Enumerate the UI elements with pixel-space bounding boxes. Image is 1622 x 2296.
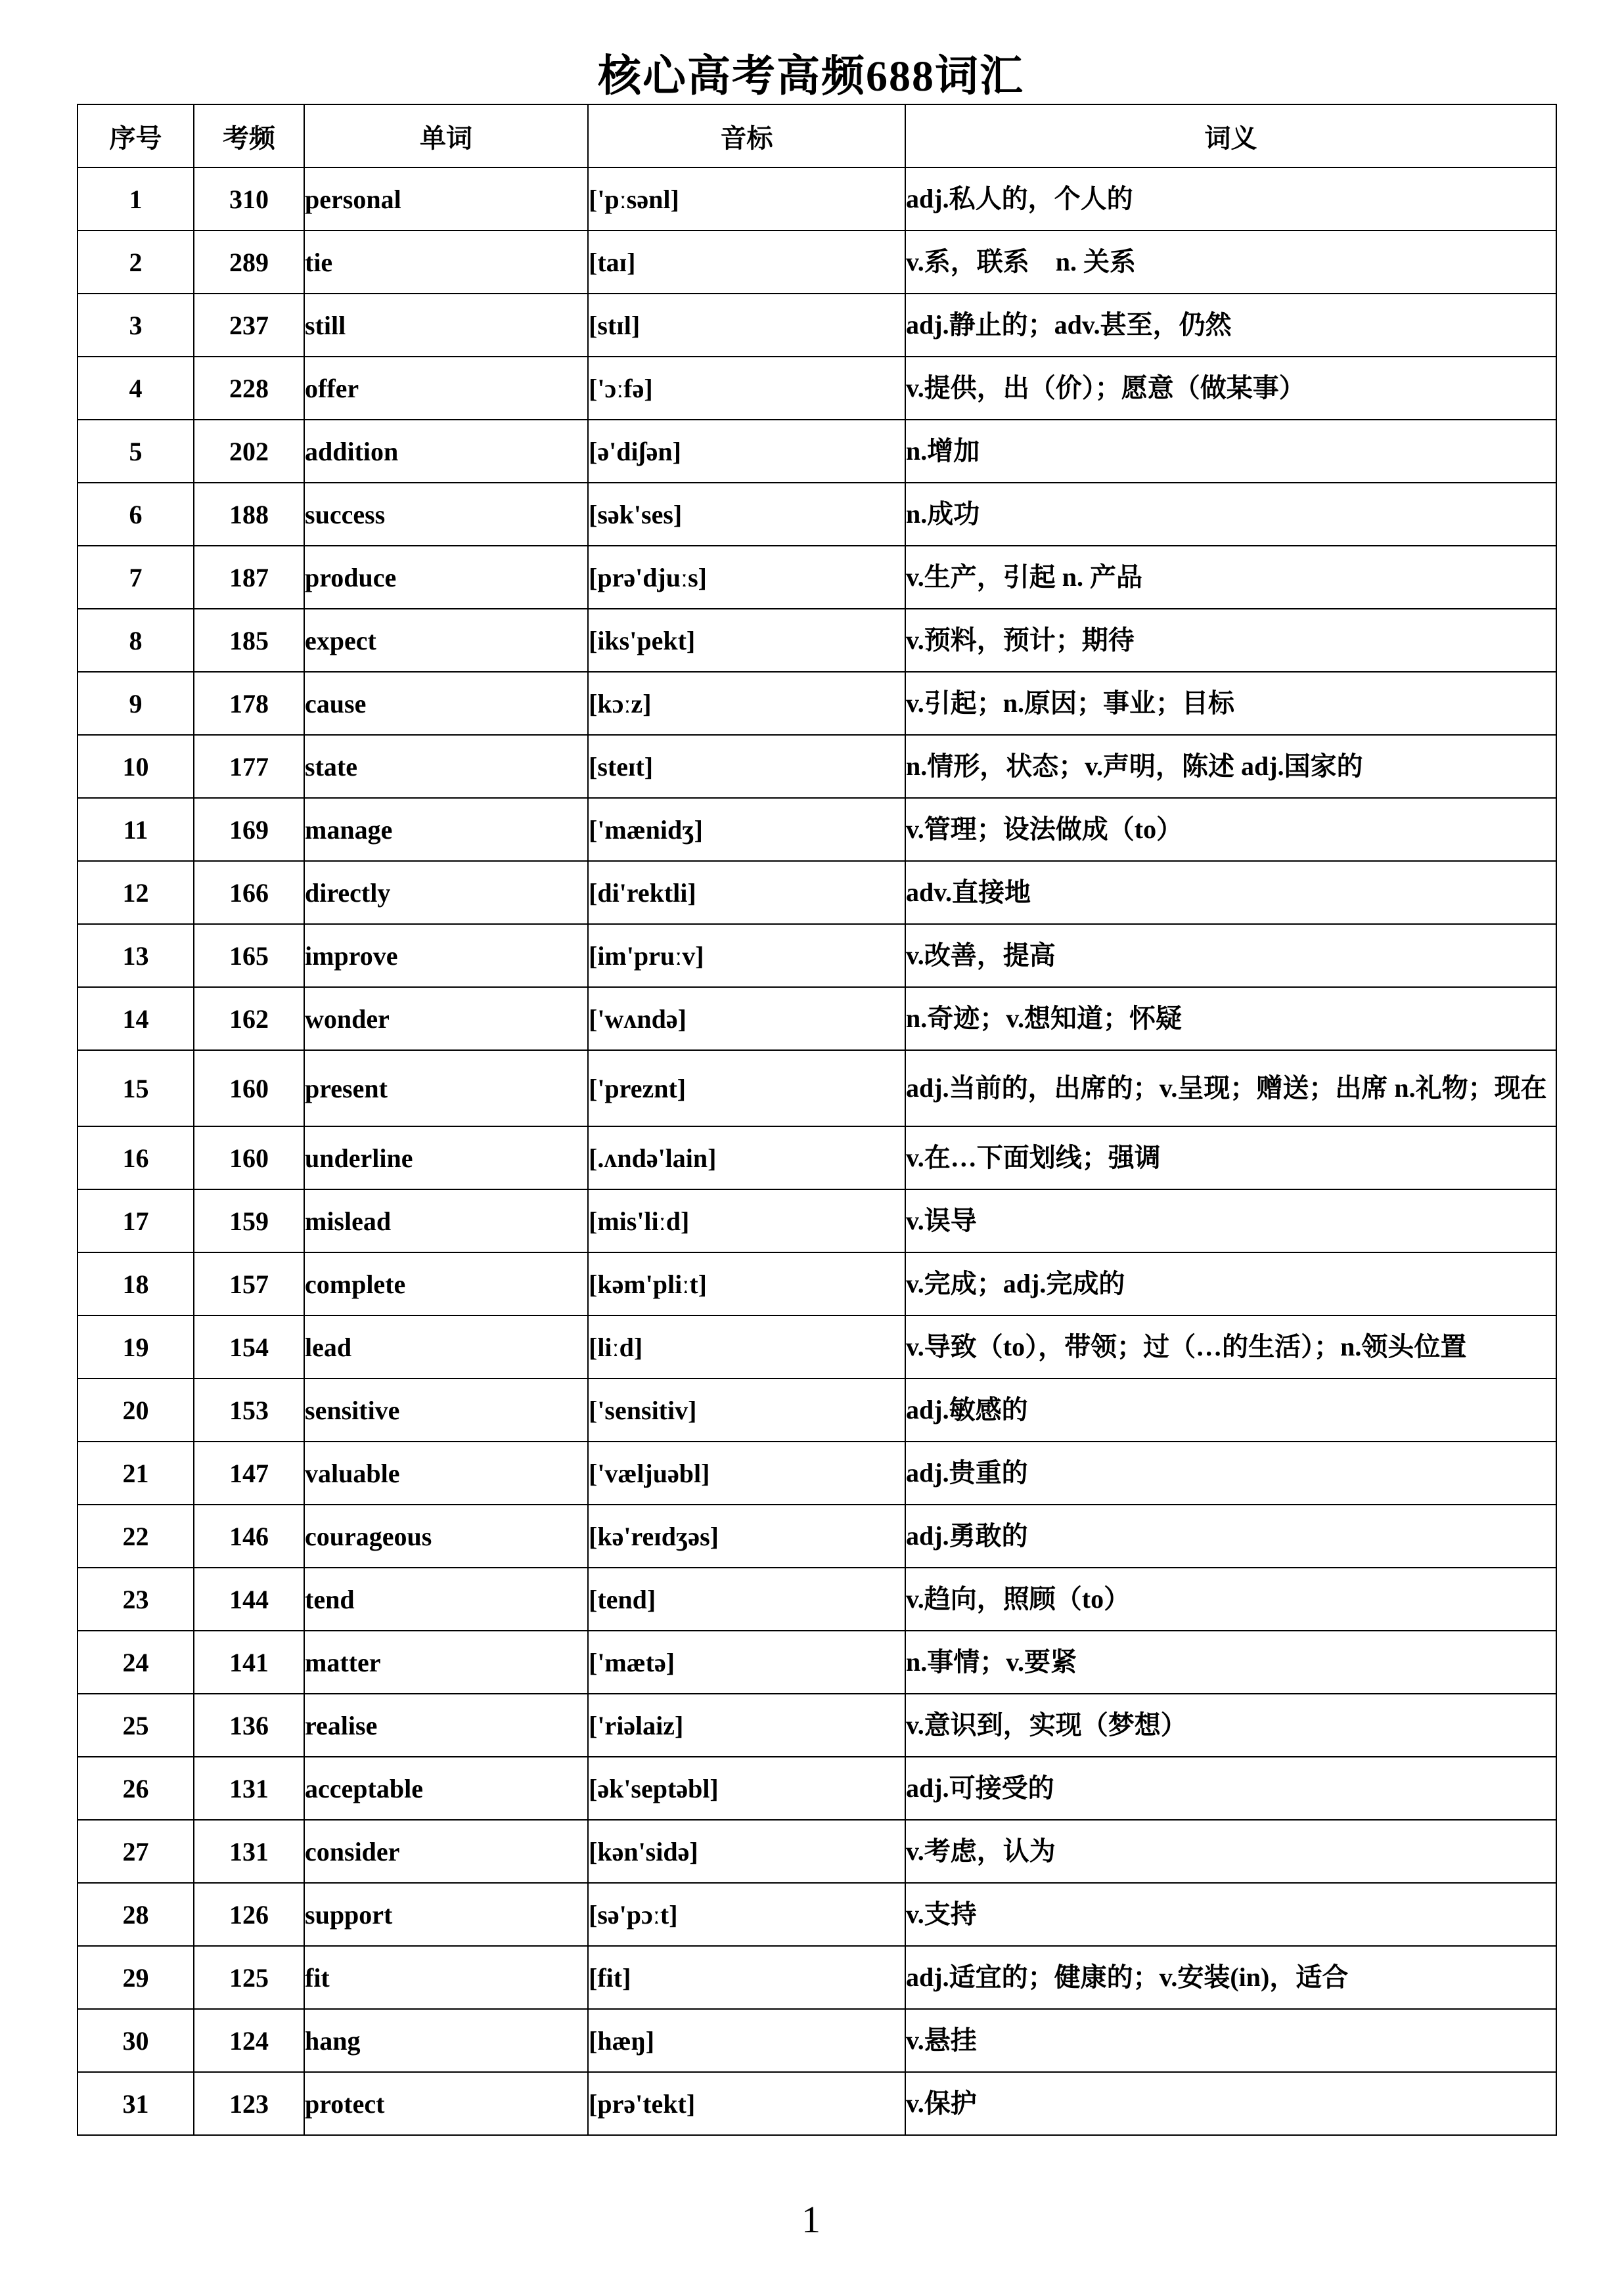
cell-word: success [304,483,588,546]
cell-number: 17 [78,1189,194,1252]
table-row [78,924,1556,987]
cell-phonetic: [mis'liːd] [588,1189,905,1252]
table-body [78,167,1556,2135]
cell-word: lead [304,1315,588,1379]
cell-phonetic: ['sensitiv] [588,1379,905,1442]
cell-meaning: v.生产，引起 n. 产品 [905,546,1556,609]
table-row [78,1631,1556,1694]
cell-meaning: n.增加 [905,420,1556,483]
cell-word: fit [304,1946,588,2009]
cell-meaning: adj.可接受的 [905,1757,1556,1820]
cell-number: 16 [78,1126,194,1189]
cell-phonetic: [tend] [588,1568,905,1631]
cell-frequency: 177 [194,735,304,798]
cell-meaning: v.预料，预计；期待 [905,609,1556,672]
cell-word: state [304,735,588,798]
table-header-row [78,104,1556,167]
cell-number: 11 [78,798,194,861]
cell-number: 10 [78,735,194,798]
cell-phonetic: [taɪ] [588,231,905,294]
cell-word: improve [304,924,588,987]
table-row [78,987,1556,1050]
cell-word: mislead [304,1189,588,1252]
cell-word: complete [304,1252,588,1315]
cell-phonetic: ['ɔːfə] [588,357,905,420]
cell-number: 27 [78,1820,194,1883]
cell-word: manage [304,798,588,861]
cell-phonetic: [prə'djuːs] [588,546,905,609]
cell-meaning: v.意识到，实现（梦想） [905,1694,1556,1757]
table-row [78,483,1556,546]
cell-phonetic: [di'rektli] [588,861,905,924]
cell-number: 26 [78,1757,194,1820]
vocabulary-table [77,104,1557,2136]
cell-frequency: 202 [194,420,304,483]
cell-number: 18 [78,1252,194,1315]
cell-frequency: 125 [194,1946,304,2009]
table-row [78,1505,1556,1568]
table-row [78,2009,1556,2072]
table-row [78,420,1556,483]
table-row [78,861,1556,924]
cell-frequency: 154 [194,1315,304,1379]
cell-number: 12 [78,861,194,924]
table-row [78,231,1556,294]
table-row [78,1315,1556,1379]
cell-number: 28 [78,1883,194,1946]
table-row [78,1379,1556,1442]
cell-frequency: 310 [194,167,304,231]
cell-meaning: adj.贵重的 [905,1442,1556,1505]
cell-meaning: adj.当前的，出席的；v.呈现；赠送；出席 n.礼物；现在 [905,1050,1556,1126]
table-row [78,1189,1556,1252]
cell-frequency: 187 [194,546,304,609]
cell-number: 3 [78,294,194,357]
cell-word: sensitive [304,1379,588,1442]
cell-meaning: n.情形，状态；v.声明，陈述 adj.国家的 [905,735,1556,798]
cell-number: 4 [78,357,194,420]
cell-meaning: v.考虑，认为 [905,1820,1556,1883]
cell-word: produce [304,546,588,609]
cell-number: 20 [78,1379,194,1442]
cell-frequency: 141 [194,1631,304,1694]
cell-meaning: adj.勇敢的 [905,1505,1556,1568]
cell-meaning: v.完成；adj.完成的 [905,1252,1556,1315]
cell-meaning: adj.私人的，个人的 [905,167,1556,231]
cell-word: tend [304,1568,588,1631]
cell-phonetic: [kəm'pliːt] [588,1252,905,1315]
cell-phonetic: [kɔːz] [588,672,905,735]
cell-frequency: 162 [194,987,304,1050]
cell-number: 22 [78,1505,194,1568]
cell-number: 7 [78,546,194,609]
cell-meaning: adj.敏感的 [905,1379,1556,1442]
cell-meaning: v.引起；n.原因；事业；目标 [905,672,1556,735]
page-number: 1 [801,2198,821,2241]
cell-meaning: adj.适宜的；健康的；v.安装(in)，适合 [905,1946,1556,2009]
cell-number: 13 [78,924,194,987]
cell-number: 29 [78,1946,194,2009]
table-row [78,672,1556,735]
cell-meaning: v.系，联系 n. 关系 [905,231,1556,294]
cell-frequency: 147 [194,1442,304,1505]
cell-meaning: n.事情；v.要紧 [905,1631,1556,1694]
cell-frequency: 169 [194,798,304,861]
cell-meaning: v.保护 [905,2072,1556,2135]
cell-meaning: v.在…下面划线；强调 [905,1126,1556,1189]
cell-frequency: 126 [194,1883,304,1946]
cell-frequency: 160 [194,1050,304,1126]
cell-number: 5 [78,420,194,483]
cell-word: matter [304,1631,588,1694]
cell-frequency: 159 [194,1189,304,1252]
cell-phonetic: [ə'diʃən] [588,420,905,483]
column-header-phonetic: 音标 [588,104,905,167]
cell-frequency: 188 [194,483,304,546]
cell-word: realise [304,1694,588,1757]
cell-meaning: n.成功 [905,483,1556,546]
cell-frequency: 123 [194,2072,304,2135]
table-row [78,1252,1556,1315]
cell-number: 6 [78,483,194,546]
cell-number: 9 [78,672,194,735]
cell-number: 24 [78,1631,194,1694]
cell-frequency: 153 [194,1379,304,1442]
cell-word: still [304,294,588,357]
table-row [78,357,1556,420]
table-row [78,546,1556,609]
cell-number: 2 [78,231,194,294]
cell-frequency: 289 [194,231,304,294]
table-row [78,294,1556,357]
cell-frequency: 237 [194,294,304,357]
cell-word: underline [304,1126,588,1189]
table-row [78,735,1556,798]
cell-number: 23 [78,1568,194,1631]
cell-phonetic: ['pːsənl] [588,167,905,231]
table-row [78,609,1556,672]
cell-frequency: 166 [194,861,304,924]
cell-number: 30 [78,2009,194,2072]
column-header-number: 序号 [78,104,194,167]
cell-frequency: 185 [194,609,304,672]
table-row [78,1946,1556,2009]
cell-phonetic: [prə'tekt] [588,2072,905,2135]
page-title: 核心高考高频688词汇 [598,53,1024,100]
cell-word: wonder [304,987,588,1050]
column-header-frequency: 考频 [194,104,304,167]
cell-phonetic: ['væljuəbl] [588,1442,905,1505]
cell-phonetic: [steɪt] [588,735,905,798]
cell-meaning: v.趋向，照顾（to） [905,1568,1556,1631]
cell-word: valuable [304,1442,588,1505]
cell-word: consider [304,1820,588,1883]
cell-number: 14 [78,987,194,1050]
cell-meaning: adv.直接地 [905,861,1556,924]
table-row [78,1442,1556,1505]
cell-frequency: 144 [194,1568,304,1631]
cell-phonetic: ['wʌndə] [588,987,905,1050]
column-header-meaning: 词义 [905,104,1556,167]
table-row [78,1883,1556,1946]
cell-meaning: adj.静止的；adv.甚至，仍然 [905,294,1556,357]
cell-phonetic: [kə'reɪdʒəs] [588,1505,905,1568]
cell-phonetic: [stɪl] [588,294,905,357]
cell-phonetic: [iks'pekt] [588,609,905,672]
cell-frequency: 157 [194,1252,304,1315]
cell-phonetic: ['mætə] [588,1631,905,1694]
cell-frequency: 131 [194,1820,304,1883]
table-row [78,1757,1556,1820]
cell-word: acceptable [304,1757,588,1820]
cell-meaning: v.支持 [905,1883,1556,1946]
cell-meaning: v.改善，提高 [905,924,1556,987]
table-row [78,2072,1556,2135]
cell-meaning: v.误导 [905,1189,1556,1252]
cell-phonetic: [sə'pɔːt] [588,1883,905,1946]
cell-phonetic: ['mænidʒ] [588,798,905,861]
cell-word: expect [304,609,588,672]
table-row [78,1694,1556,1757]
cell-word: courageous [304,1505,588,1568]
cell-word: directly [304,861,588,924]
table-row [78,1820,1556,1883]
cell-frequency: 178 [194,672,304,735]
cell-phonetic: [kən'sidə] [588,1820,905,1883]
cell-meaning: n.奇迹；v.想知道；怀疑 [905,987,1556,1050]
cell-phonetic: [liːd] [588,1315,905,1379]
cell-phonetic: ['preznt] [588,1050,905,1126]
table-row [78,798,1556,861]
cell-meaning: v.提供，出（价）；愿意（做某事） [905,357,1556,420]
cell-phonetic: [fit] [588,1946,905,2009]
cell-frequency: 146 [194,1505,304,1568]
cell-phonetic: [sək'ses] [588,483,905,546]
cell-phonetic: [.ʌndə'lain] [588,1126,905,1189]
cell-word: addition [304,420,588,483]
cell-frequency: 228 [194,357,304,420]
cell-word: offer [304,357,588,420]
cell-word: present [304,1050,588,1126]
cell-number: 31 [78,2072,194,2135]
table-row [78,1050,1556,1126]
cell-frequency: 160 [194,1126,304,1189]
cell-word: cause [304,672,588,735]
cell-number: 19 [78,1315,194,1379]
cell-meaning: v.导致（to），带领；过（…的生活）；n.领头位置 [905,1315,1556,1379]
cell-frequency: 165 [194,924,304,987]
cell-frequency: 136 [194,1694,304,1757]
cell-number: 1 [78,167,194,231]
cell-word: hang [304,2009,588,2072]
cell-phonetic: [hæŋ] [588,2009,905,2072]
table-row [78,1568,1556,1631]
table-row [78,1126,1556,1189]
cell-word: support [304,1883,588,1946]
cell-frequency: 124 [194,2009,304,2072]
column-header-word: 单词 [304,104,588,167]
cell-number: 21 [78,1442,194,1505]
cell-meaning: v.管理；设法做成（to） [905,798,1556,861]
cell-frequency: 131 [194,1757,304,1820]
cell-phonetic: [ək'septəbl] [588,1757,905,1820]
cell-number: 25 [78,1694,194,1757]
table-row [78,167,1556,231]
cell-word: personal [304,167,588,231]
cell-word: tie [304,231,588,294]
cell-word: protect [304,2072,588,2135]
cell-number: 8 [78,609,194,672]
cell-phonetic: ['riəlaiz] [588,1694,905,1757]
cell-number: 15 [78,1050,194,1126]
cell-meaning: v.悬挂 [905,2009,1556,2072]
cell-phonetic: [im'pruːv] [588,924,905,987]
